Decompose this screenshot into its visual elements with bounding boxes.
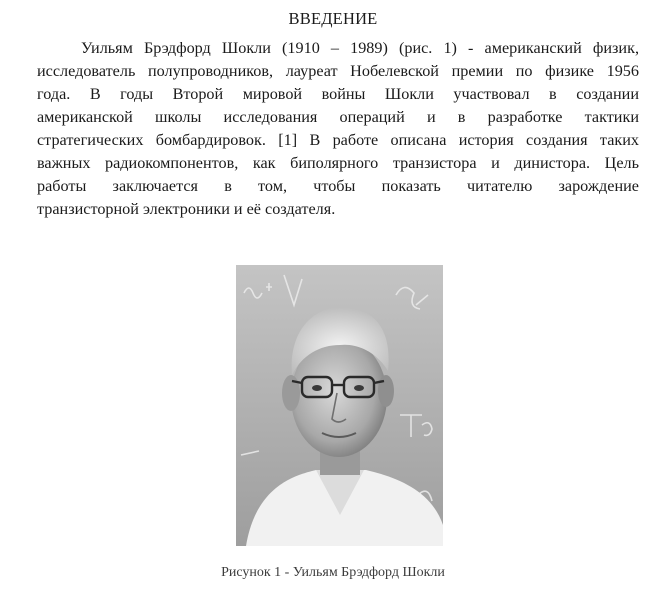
- intro-paragraph: [37, 37, 639, 221]
- paragraph-line: стратегических бомбардировок. [1] В работе описана история создания таких: [37, 131, 639, 149]
- paragraph-line: года. В годы Второй мировой войны Шокли участвовал в создании: [37, 85, 639, 103]
- paragraph-line: транзисторной электроники и её создателя.: [37, 200, 336, 218]
- section-heading: ВВЕДЕНИЕ: [288, 9, 378, 28]
- paragraph-line: Уильям Брэдфорд Шокли (1910 – 1989) (рис. 1) - американский физик,: [81, 39, 639, 57]
- portrait-photo: [236, 265, 443, 546]
- paragraph-line: работы заключается в том, чтобы показать читателю зарождение: [37, 177, 639, 195]
- paragraph-line: американской школы исследования операций и в разработке тактики: [37, 108, 639, 126]
- paragraph-line: исследователь полупроводников, лауреат Нобелевской премии по физике 1956: [37, 62, 639, 80]
- portrait-illustration: [236, 265, 443, 546]
- paragraph-line: важных радиокомпонентов, как биполярного транзистора и динистора. Цель: [37, 154, 639, 172]
- figure-caption: Рисунок 1 - Уильям Брэдфорд Шокли: [221, 565, 445, 580]
